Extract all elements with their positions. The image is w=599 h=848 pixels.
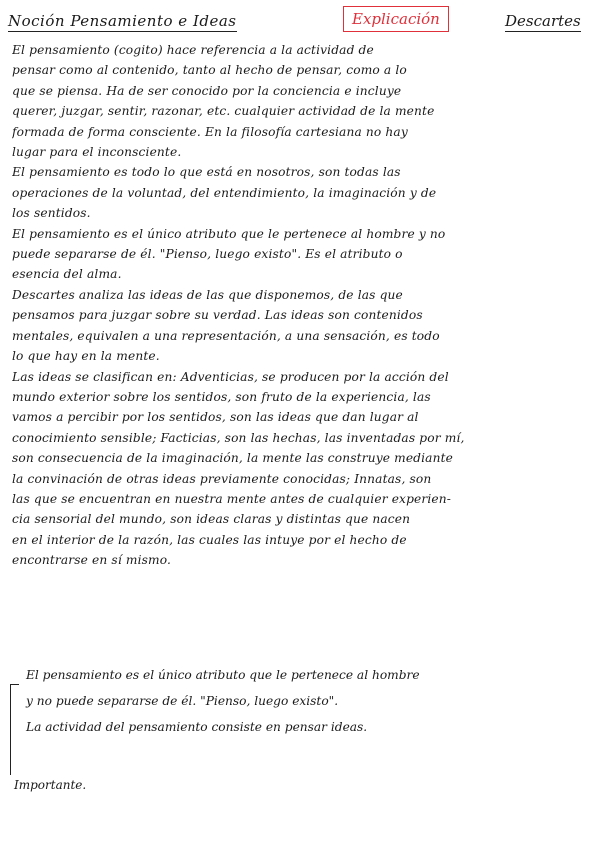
text-line: los sentidos. — [12, 206, 91, 221]
text-line: mentales, equivalen a una representación, a una sensación, es todo — [12, 328, 440, 343]
summary-bracket — [10, 684, 19, 775]
text-line: puede separarse de él. "Pienso, luego existo". Es el atributo o — [12, 247, 403, 262]
text-line: que se piensa. Ha de ser conocido por la conciencia e incluye — [12, 83, 402, 98]
notes-body — [12, 40, 592, 571]
page-header — [0, 6, 599, 42]
important-label: Importante. — [14, 778, 87, 792]
text-line: vamos a percibir por los sentidos, son las ideas que dan lugar al — [12, 410, 419, 425]
text-line: querer, juzgar, sentir, razonar, etc. cualquier actividad de la mente — [12, 104, 435, 119]
text-line: pensamos para juzgar sobre su verdad. Las ideas son contenidos — [12, 308, 423, 323]
text-line: lo que hay en la mente. — [12, 349, 160, 364]
summary-line: y no puede separarse de él. "Pienso, luego existo". — [26, 694, 339, 708]
text-line: Las ideas se clasifican en: Adventicias, se producen por la acción del — [12, 369, 449, 384]
text-line: en el interior de la razón, las cuales las intuye por el hecho de — [12, 532, 407, 547]
explanation-badge: Explicación — [343, 6, 449, 32]
paragraph-attribute — [12, 224, 592, 285]
page-title: Noción Pensamiento e Ideas — [8, 12, 237, 30]
paragraph-operations — [12, 162, 592, 223]
text-line: formada de forma consciente. En la filosofía cartesiana no hay — [12, 124, 408, 139]
text-line: encontrarse en sí mismo. — [12, 553, 172, 568]
text-line: El pensamiento es el único atributo que le pertenece al hombre y no — [12, 226, 446, 241]
summary-line: La actividad del pensamiento consiste en pensar ideas. — [26, 720, 368, 734]
text-line: esencia del alma. — [12, 267, 122, 282]
paragraph-ideas — [12, 285, 592, 367]
author-label: Descartes — [505, 12, 581, 30]
text-line: son consecuencia de la imaginación, la mente las construye mediante — [12, 451, 454, 466]
text-line: El pensamiento (cogito) hace referencia a la actividad de — [12, 43, 374, 57]
text-line: la convinación de otras ideas previamente conocidas; Innatas, son — [12, 471, 432, 486]
paragraph-classification — [12, 367, 592, 571]
text-line: conocimiento sensible; Facticias, son las hechas, las inventadas por mí, — [12, 430, 465, 445]
text-line: operaciones de la voluntad, del entendimiento, la imaginación y de — [12, 185, 437, 200]
text-line: lugar para el inconsciente. — [12, 145, 182, 160]
text-line: El pensamiento es todo lo que está en nosotros, son todas las — [12, 165, 401, 180]
text-line: Descartes analiza las ideas de las que disponemos, de las que — [12, 287, 403, 302]
text-line: cia sensorial del mundo, son ideas claras y distintas que nacen — [12, 512, 411, 527]
text-line: las que se encuentran en nuestra mente antes de cualquier experien- — [12, 491, 452, 506]
text-line: mundo exterior sobre los sentidos, son fruto de la experiencia, las — [12, 389, 431, 404]
paragraph-cogito — [12, 40, 592, 162]
text-line: pensar como al contenido, tanto al hecho de pensar, como a lo — [12, 63, 407, 78]
summary-box — [26, 662, 591, 740]
summary-line: El pensamiento es el único atributo que le pertenece al hombre — [26, 668, 420, 682]
